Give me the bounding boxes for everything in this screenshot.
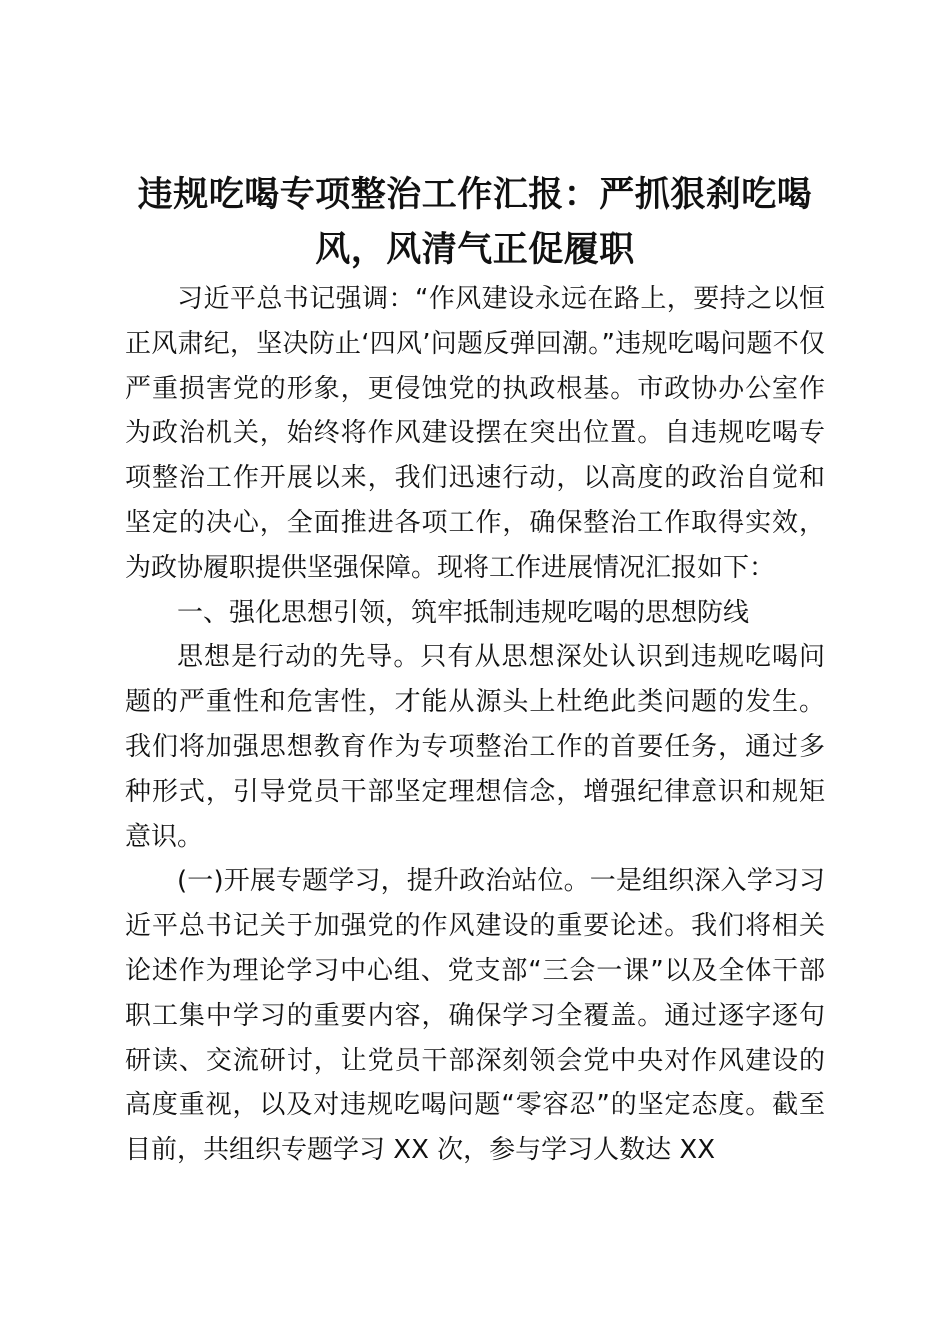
section-1-paragraph: 思想是行动的先导。只有从思想深处认识到违规吃喝问题的严重性和危害性，才能从源头上杜绝此类问题的发生。我们将加强思想教育作为专项整治工作的首要任务，通过多种形式，引导党员干部坚定理想信念，增强纪律意识和规矩意识。 (125, 642, 825, 852)
intro-paragraph: 习近平总书记强调：“作风建设永远在路上，要持之以恒正风肃纪，坚决防止‘四风’问题反弹回潮。”违规吃喝问题不仅严重损害党的形象，更侵蚀党的执政根基。市政协办公室作为政治机关，始终将作风建设摆在突出位置。自违规吃喝专项整治工作开展以来，我们迅速行动，以高度的政治自觉和坚定的决心，全面推进各项工作，确保整治工作取得实效，为政协履职提供坚强保障。现将工作进展情况汇报如下： (125, 284, 825, 583)
section-heading-1: 一、强化思想引领，筑牢抵制违规吃喝的思想防线 (177, 597, 750, 628)
document-body (125, 277, 825, 1173)
subsection-1-paragraph: (一)开展专题学习，提升政治站位。一是组织深入学习习近平总书记关于加强党的作风建设的重要论述。我们将相关论述作为理论学习中心组、党支部“三会一课”以及全体干部职工集中学习的重要内容，确保学习全覆盖。通过逐字逐句研读、交流研讨，让党员干部深刻领会党中央对作风建设的高度重视，以及对违规吃喝问题“零容忍”的坚定态度。截至目前，共组织专题学习 XX 次，参与学习人数达 XX (125, 866, 825, 1166)
document-title: 违规吃喝专项整治工作汇报：严抓狠刹吃喝风，风清气正促履职 (137, 175, 813, 270)
